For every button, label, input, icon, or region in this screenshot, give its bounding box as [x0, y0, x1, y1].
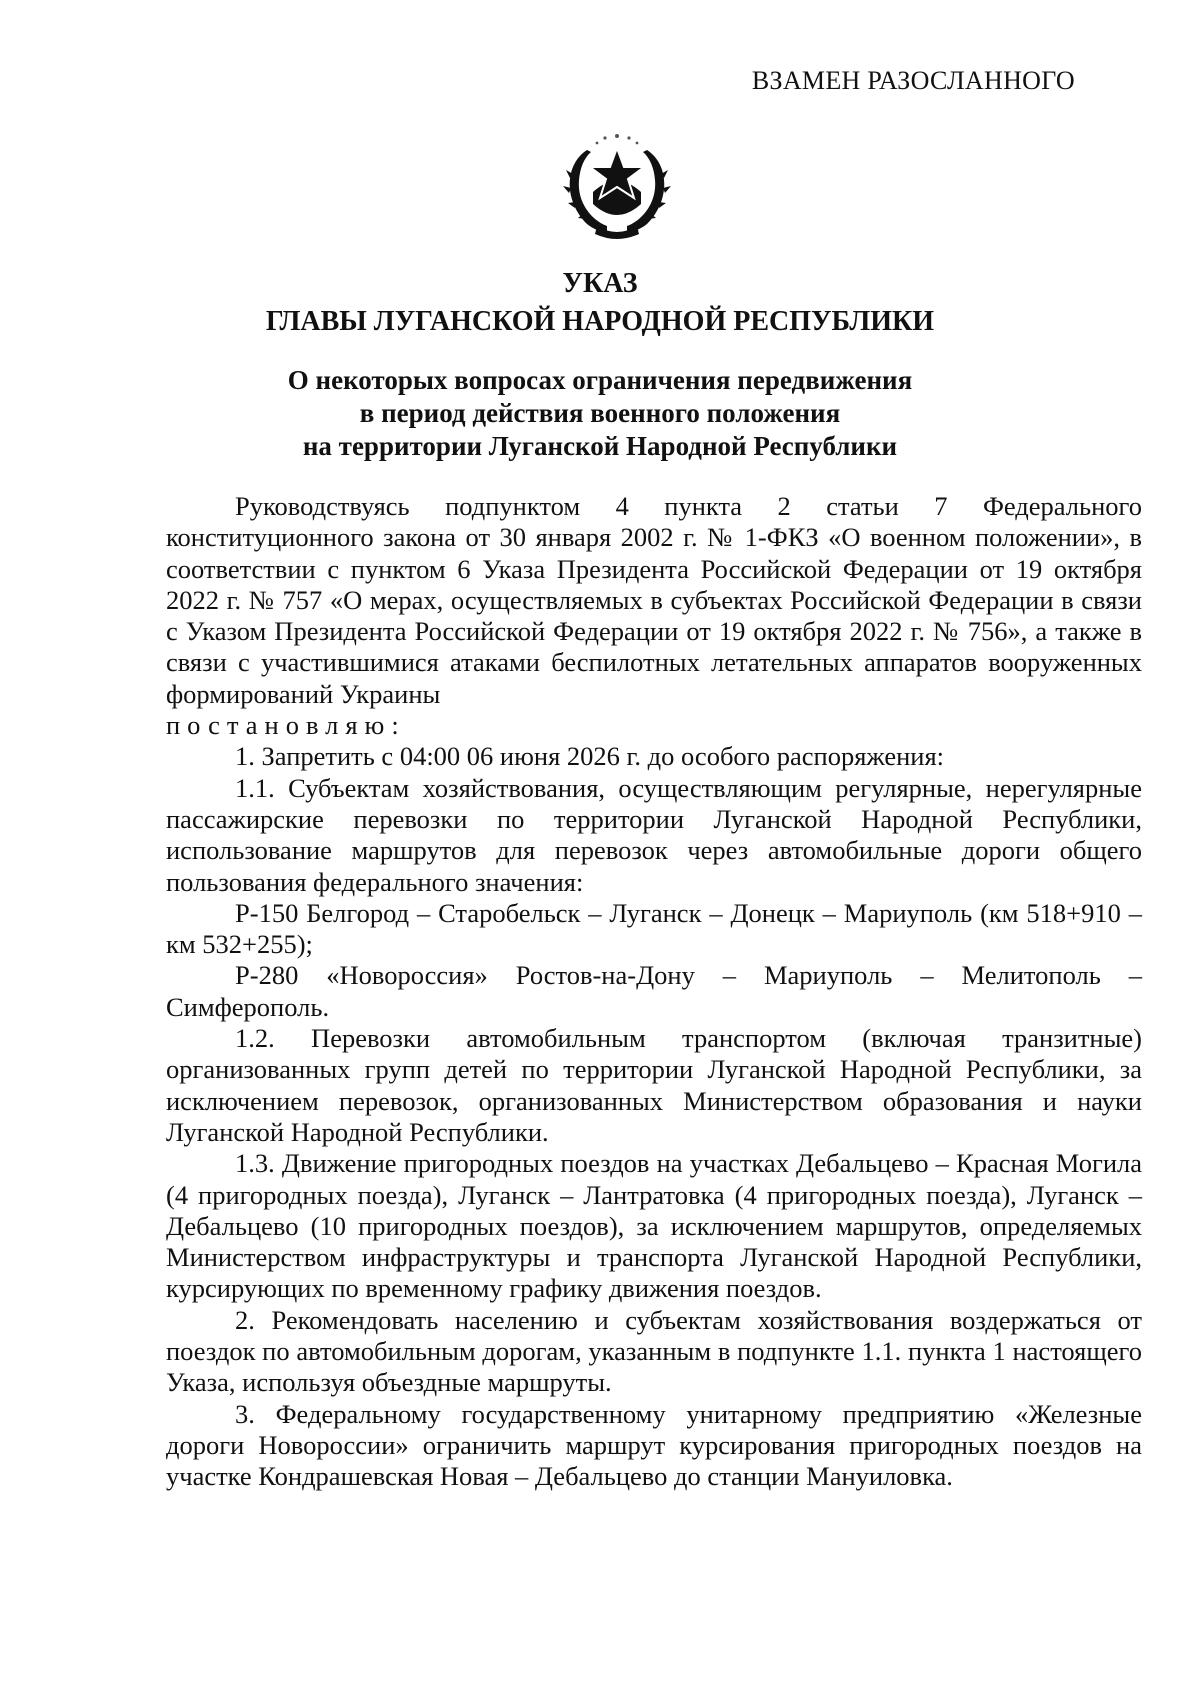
decree-body — [166, 491, 1142, 1493]
road-r150: Р-150 Белгород – Старобельск – Луганск – Донецк – Мариуполь (км 518+910 – км 532+255); — [166, 897, 1142, 960]
paragraph-2: 2. Рекомендовать населению и субъектам хозяйствования воздержаться от поездок по автомобильным дорогам, указанным в подпункте 1.1. пункта 1 настоящего Указа, используя объездные маршруты. — [166, 1304, 1142, 1398]
preamble: Руководствуясь подпунктом 4 пункта 2 статьи 7 Федерального конституционного закона от 30 января 2002 г. № 1-ФКЗ «О военном положении», в соответствии с пунктом 6 Указа Президента Российской Федерации от 19 октября 2022 г. № 757 «О мерах, осуществляемых в субъектах Российской Федерации в связи с Указом Президента Российской Федерации от 19 октября 2022 г. № 756», а также в связи с участившимися атаками беспилотных летательных аппаратов вооруженных формирований Украины — [166, 491, 1142, 709]
paragraph-1-1: 1.1. Субъектам хозяйствования, осуществляющим регулярные, нерегулярные пассажирские перевозки по территории Луганской Народной Республики, использование маршрутов для перевозок через автомобильные дороги общего пользования федерального значения: — [166, 772, 1142, 897]
decree-subject — [0, 364, 1200, 463]
paragraph-1-3: 1.3. Движение пригородных поездов на участках Дебальцево – Красная Могила (4 пригородных поезда), Луганск – Лантратовка (4 пригородных поезда), Луганск – Дебальцево (10 пригородных поездов), за исключением маршрутов, определяемых Министерством инфраструктуры и транспорта Луганской Народной Республики, курсирующих по временному графику движения поездов. — [166, 1148, 1142, 1304]
stamp-text: ВЗАМЕН РАЗОСЛАННОГО — [751, 66, 1075, 95]
subject-line-3: на территории Луганской Народной Республики — [302, 431, 898, 461]
road-r280: Р-280 «Новороссия» Ростов-на-Дону – Мариуполь – Мелитополь – Симферополь. — [166, 960, 1142, 1022]
paragraph-1-2: 1.2. Перевозки автомобильным транспортом (включая транзитные) организованных групп детей по территории Луганской Народной Республики, за исключением перевозок, организованных Министерством образования и науки Луганской Народной Республики. — [166, 1023, 1142, 1147]
coat-of-arms-icon — [557, 130, 677, 240]
decree-word: постановляю: — [166, 710, 406, 741]
paragraph-1: 1. Запретить с 04:00 06 июня 2026 г. до особого распоряжения: — [235, 741, 945, 772]
paragraph-3: 3. Федеральному государственному унитарному предприятию «Железные дороги Новороссии» ограничить маршрут курсирования пригородных поездов на участке Кондрашевская Новая – Дебальцево до станции Мануиловка. — [166, 1398, 1142, 1492]
decree-issuer: ГЛАВЫ ЛУГАНСКОЙ НАРОДНОЙ РЕСПУБЛИКИ — [265, 306, 935, 337]
decree-title: УКАЗ — [562, 268, 638, 299]
subject-line-2: в период действия военного положения — [359, 398, 841, 428]
subject-line-1: О некоторых вопросах ограничения передвижения — [287, 365, 913, 395]
